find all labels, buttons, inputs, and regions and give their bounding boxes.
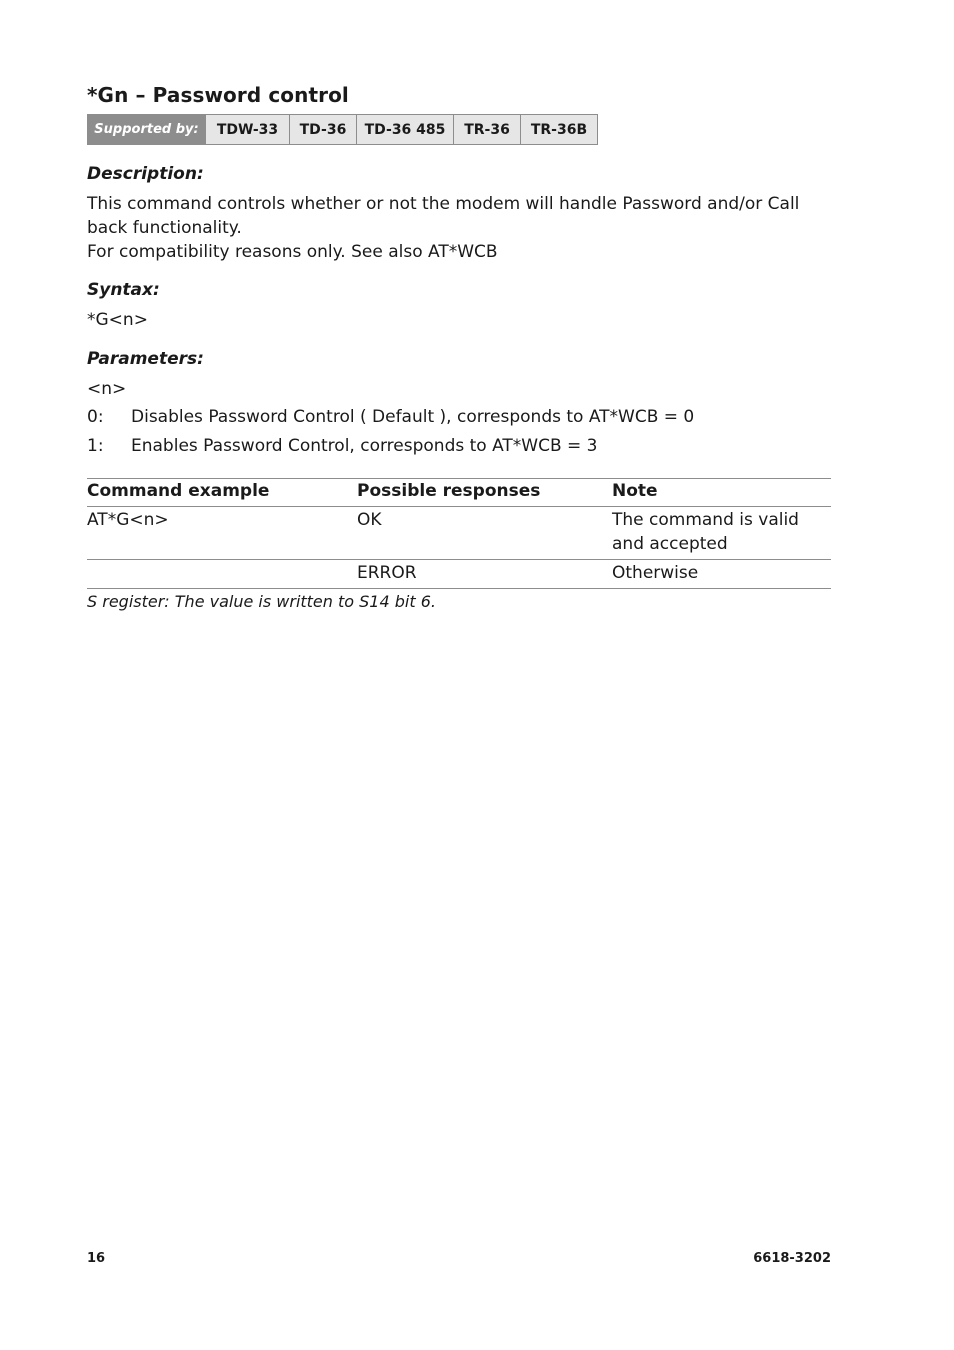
description-line: This command controls whether or not the modem will handle Password and/or Call (87, 194, 800, 214)
table-cell-response: ERROR (357, 563, 417, 583)
parameter-value: 0: (87, 407, 104, 427)
table-cell-note (612, 508, 799, 556)
page-number: 16 (87, 1251, 106, 1266)
model-badge: TDW-33 (205, 115, 289, 144)
syntax-heading: Syntax: (87, 280, 160, 300)
parameter-description: Disables Password Control ( Default ), corresponds to AT*WCB = 0 (131, 407, 695, 427)
parameters-heading: Parameters: (87, 349, 204, 369)
model-badge: TR-36B (520, 115, 597, 144)
table-header: Note (612, 481, 658, 501)
description-heading: Description: (87, 164, 204, 184)
table-cell-command: AT*G<n> (87, 510, 169, 530)
page-title: *Gn – Password control (87, 83, 349, 107)
parameter-item (87, 407, 694, 427)
model-badge: TD-36 485 (356, 115, 453, 144)
table-cell-response: OK (357, 510, 382, 530)
supported-by-bar (87, 114, 598, 145)
description-line: For compatibility reasons only. See also AT*WCB (87, 242, 498, 262)
note-line: and accepted (612, 534, 728, 554)
supported-by-label: Supported by: (88, 115, 205, 144)
model-badge: TD-36 (289, 115, 356, 144)
syntax-value: *G<n> (87, 310, 148, 330)
description-line: back functionality. (87, 218, 242, 238)
table-rule (87, 588, 831, 589)
description-text (87, 192, 799, 264)
table-rule (87, 559, 831, 560)
table-header: Command example (87, 481, 270, 501)
table-cell-note: Otherwise (612, 563, 699, 583)
table-header: Possible responses (357, 481, 541, 501)
model-badge: TR-36 (453, 115, 520, 144)
parameter-description: Enables Password Control, corresponds to AT*WCB = 3 (131, 436, 598, 456)
parameter-name: <n> (87, 379, 127, 399)
document-number: 6618-3202 (753, 1251, 831, 1266)
footnote: S register: The value is written to S14 bit 6. (87, 592, 436, 611)
note-line: The command is valid (612, 510, 799, 530)
parameter-item (87, 436, 598, 456)
parameter-value: 1: (87, 436, 104, 456)
table-rule (87, 506, 831, 507)
